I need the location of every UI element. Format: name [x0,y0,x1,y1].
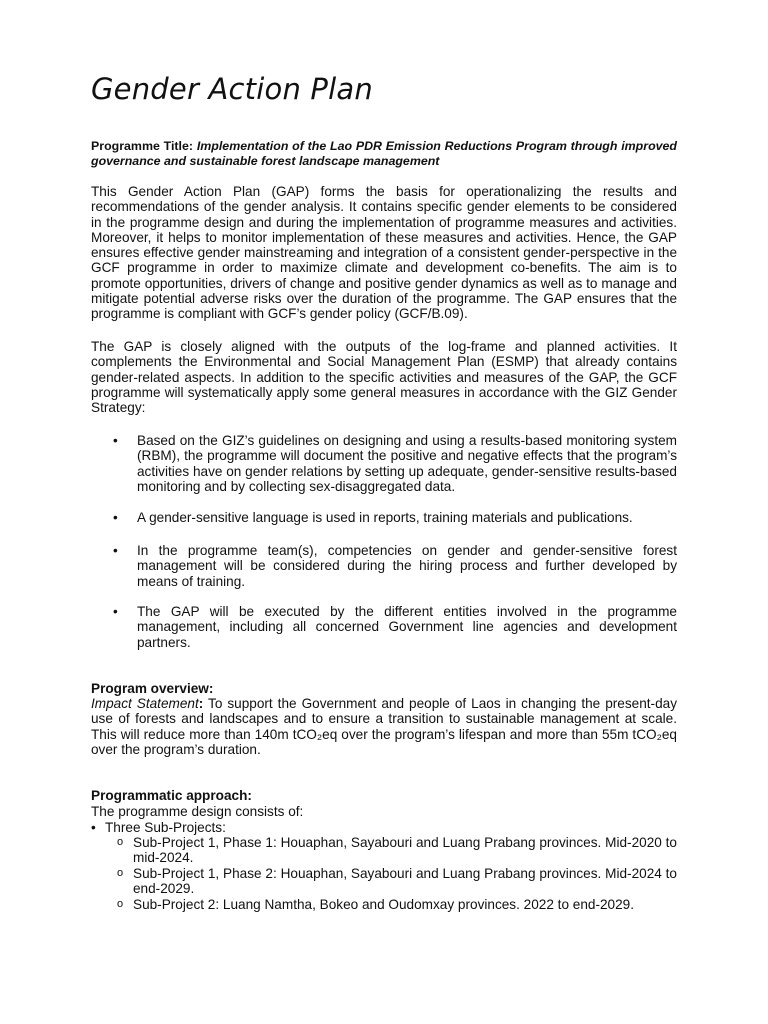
list-item-text: In the programme team(s), competencies on gender and gender-sensitive forest management will be considered during the hiring process and further developed by means of training. [137,543,677,589]
intro-paragraph: This Gender Action Plan (GAP) forms the basis for operationalizing the results and recommendations of the gender analysis. It contains specific gender elements to be considered in the programme design and during the implementation of programme measures and activities. Moreover, it helps to monitor implementation of these measures and activities. Hence, the GAP ensures effective gender mainstreaming and integration of a consistent gender-perspective in the GCF programme in order to maximize climate and development co-benefits. The aim is to promote opportunities, drivers of change and positive gender dynamics as well as to manage and mitigate potential adverse risks over the duration of the programme. The GAP ensures that the programme is compliant with GCF’s gender policy (GCF/B.09). [91,184,677,322]
programme-title-label: Programme Title: [91,139,194,153]
bullet-icon: • [113,510,118,525]
list-item-text: Three Sub-Projects: [105,820,226,835]
bullet-icon: • [113,433,118,448]
sub-project-text: Sub-Project 1, Phase 1: Houaphan, Sayabouri and Luang Prabang provinces. Mid-2020 to mid-2024. [133,835,677,866]
list-item-text: A gender-sensitive language is used in reports, training materials and publications. [137,510,633,525]
list-item-text: The GAP will be executed by the different entities involved in the programme management, including all concerned Government line agencies and development partners. [137,604,677,650]
impact-colon: : [198,696,204,711]
circle-bullet-icon: o [117,898,124,910]
impact-statement [91,696,677,757]
alignment-paragraph: The GAP is closely aligned with the outputs of the log-frame and planned activities. It complements the Environmental and Social Management Plan (ESMP) that already contains gender-related aspects. In addition to the specific activities and measures of the GAP, the GCF programme will systematically apply some general measures in accordance with the GIZ Gender Strategy: [91,339,677,416]
bullet-icon: • [91,820,96,835]
programmatic-approach-heading: Programmatic approach: [91,788,252,803]
list-item-text: Based on the GIZ’s guidelines on designing and using a results-based monitoring system (RBM), the programme will document the positive and negative effects that the program’s activities have on gender relations by setting up adequate, gender-sensitive results-based monitoring and by collecting sex-disaggregated data. [137,433,677,494]
document-title: Gender Action Plan [91,72,373,106]
programme-title [91,139,677,169]
bullet-icon: • [113,604,118,619]
circle-bullet-icon: o [117,867,124,879]
bullet-icon: • [113,543,118,558]
sub-project-text: Sub-Project 2: Luang Namtha, Bokeo and Oudomxay provinces. 2022 to end-2029. [133,897,635,912]
impact-statement-text: To support the Government and people of Laos in changing the present-day use of forests and landscapes and to ensure a transition to sustainable management at scale. This will reduce more than 140m tCO₂eq over the program’s lifespan and more than 55m tCO₂eq over the program’s duration. [91,696,677,757]
programme-design-intro: The programme design consists of: [91,804,304,819]
sub-project-text: Sub-Project 1, Phase 2: Houaphan, Sayabouri and Luang Prabang provinces. Mid-2024 to end-2029. [133,866,677,897]
circle-bullet-icon: o [117,836,124,848]
impact-statement-label: Impact Statement [91,696,199,711]
program-overview-heading: Program overview: [91,681,214,696]
programme-title-value: Implementation of the Lao PDR Emission Reductions Program through improved governance and sustainable forest landscape management [91,139,677,168]
